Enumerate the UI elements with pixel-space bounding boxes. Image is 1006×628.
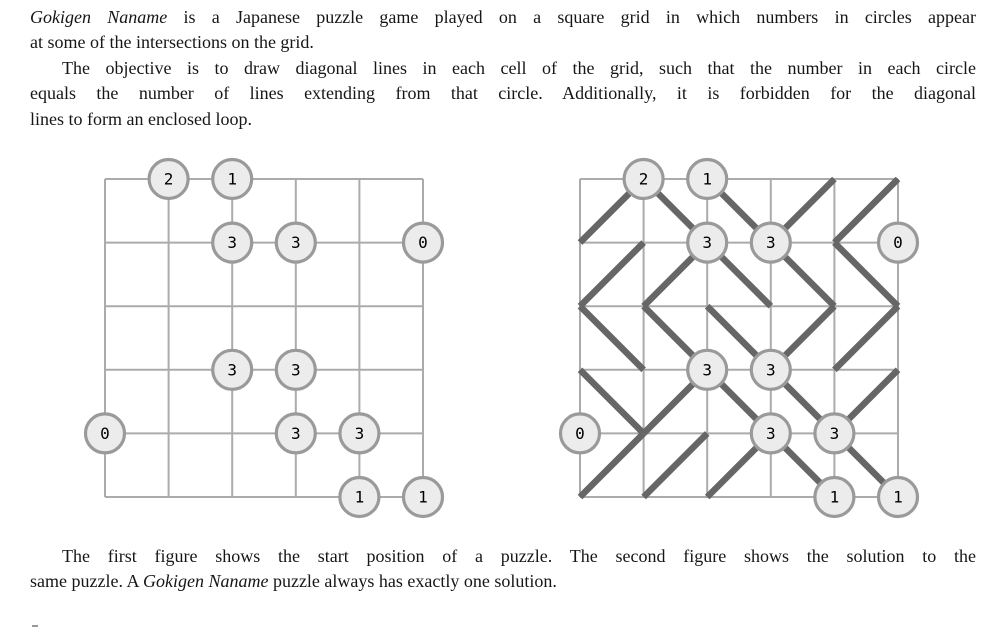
circle-number: 3 bbox=[290, 360, 301, 380]
circle-number: 3 bbox=[227, 233, 238, 253]
intro-line-1: Gokigen Naname is a Japanese puzzle game played on a square grid in which numbers in circles appear bbox=[30, 7, 976, 27]
circle-number: 1 bbox=[354, 487, 365, 507]
diagonal-backslash bbox=[580, 306, 644, 370]
circle-number: 2 bbox=[163, 169, 174, 189]
circle-number: 3 bbox=[354, 423, 365, 443]
circle-number: 3 bbox=[290, 233, 301, 253]
puzzle-grid-solution bbox=[556, 155, 922, 521]
circle-number: 3 bbox=[765, 423, 776, 443]
circle-number: 3 bbox=[765, 360, 776, 380]
circle-number: 3 bbox=[829, 423, 840, 443]
circle-number: 1 bbox=[829, 487, 840, 507]
game-name-italic: Gokigen Naname bbox=[30, 7, 168, 27]
intro-text bbox=[30, 5, 976, 132]
diagonal-slash bbox=[580, 243, 644, 307]
circle-number: 3 bbox=[765, 233, 776, 253]
intro-line-3: The objective is to draw diagonal lines in each cell of the grid, such that the number in each circle bbox=[62, 57, 976, 78]
caption-line-1: The first figure shows the start position of a puzzle. The second figure shows the solution to the bbox=[62, 546, 976, 566]
diagonal-slash bbox=[834, 306, 898, 370]
caption-line-2: same puzzle. A Gokigen Naname puzzle always has exactly one solution. bbox=[30, 571, 557, 592]
caption-text bbox=[30, 544, 976, 595]
intro-line-2: at some of the intersections on the grid. bbox=[30, 32, 314, 53]
circle-number: 3 bbox=[227, 360, 238, 380]
circle-number: 1 bbox=[702, 169, 713, 189]
circle-number: 0 bbox=[893, 233, 903, 253]
intro-line-5: lines to form an enclosed loop. bbox=[30, 108, 252, 129]
diagonal-slash bbox=[644, 433, 708, 497]
circle-number: 0 bbox=[418, 233, 428, 253]
circle-number: 3 bbox=[290, 423, 301, 443]
circle-number: 1 bbox=[227, 169, 238, 189]
circle-number: 3 bbox=[702, 233, 713, 253]
circle-number: 0 bbox=[100, 423, 110, 443]
circle-number: 2 bbox=[638, 169, 649, 189]
circle-number: 0 bbox=[575, 423, 585, 443]
cutoff-text-fragment bbox=[32, 625, 38, 627]
circle-number: 1 bbox=[893, 487, 903, 507]
game-name-italic: Gokigen Naname bbox=[142, 571, 269, 592]
circle-number: 1 bbox=[418, 487, 428, 507]
puzzle-grid-start bbox=[81, 155, 447, 521]
intro-line-4: equals the number of lines extending from that circle. Additionally, it is forbidden for the diagonal bbox=[30, 83, 976, 104]
circle-number: 3 bbox=[702, 360, 713, 380]
